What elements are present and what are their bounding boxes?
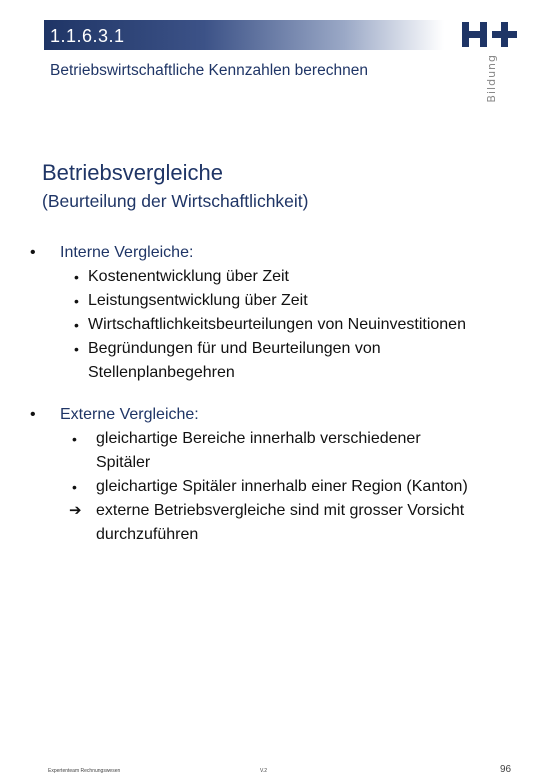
list-item-text: Begründungen für und Beurteilungen von: [88, 340, 381, 357]
logo-text: Bildung: [485, 54, 498, 103]
bullet-icon: •: [72, 431, 77, 447]
bullet-icon: •: [74, 317, 79, 333]
conclusion-item: [30, 499, 468, 547]
list-item: [30, 403, 468, 427]
list-item: [30, 475, 468, 499]
footer-center: V.2: [260, 768, 268, 774]
list-item-text-continued: Stellenplanbegehren: [88, 364, 235, 381]
list-heading: Externe Vergleiche:: [60, 406, 199, 423]
conclusion-text: externe Betriebsvergleiche sind mit grosser Vorsicht: [96, 502, 465, 519]
page-subtitle: (Beurteilung der Wirtschaftlichkeit): [42, 191, 309, 211]
bullet-icon: •: [74, 341, 79, 357]
section-number: 1.1.6.3.1: [50, 26, 125, 46]
footer-left: Expertenteam Rechnungswesen: [48, 768, 121, 774]
bullet-icon: •: [74, 269, 79, 285]
list-item-text: Leistungsentwicklung über Zeit: [88, 292, 308, 309]
list-item: [30, 337, 466, 385]
page-title: Betriebsvergleiche: [42, 160, 223, 185]
bullet-icon: •: [74, 293, 79, 309]
page-number: 96: [500, 764, 512, 775]
bullet-icon: •: [72, 479, 77, 495]
conclusion-text-continued: durchzuführen: [96, 526, 199, 543]
list-item-text: gleichartige Spitäler innerhalb einer Region (Kanton): [96, 478, 468, 495]
list-item: [30, 289, 466, 313]
list-item: [30, 241, 466, 265]
list-item-text: Kostenentwicklung über Zeit: [88, 268, 289, 285]
list-item: [30, 427, 468, 475]
list-item: [30, 265, 466, 289]
header-subtitle: Betriebswirtschaftliche Kennzahlen berechnen: [50, 62, 368, 79]
bullet-icon: •: [30, 244, 36, 261]
bullet-icon: •: [30, 406, 36, 423]
external-comparisons-list: [30, 403, 468, 547]
list-item-text: Wirtschaftlichkeitsbeurteilungen von Neuinvestitionen: [88, 316, 466, 333]
list-item-text: gleichartige Bereiche innerhalb verschiedener: [96, 430, 421, 447]
list-item: [30, 313, 466, 337]
list-item-text-continued: Spitäler: [96, 454, 151, 471]
internal-comparisons-list: [30, 241, 466, 385]
arrow-right-icon: ➔: [69, 502, 82, 519]
list-heading: Interne Vergleiche:: [60, 244, 194, 261]
